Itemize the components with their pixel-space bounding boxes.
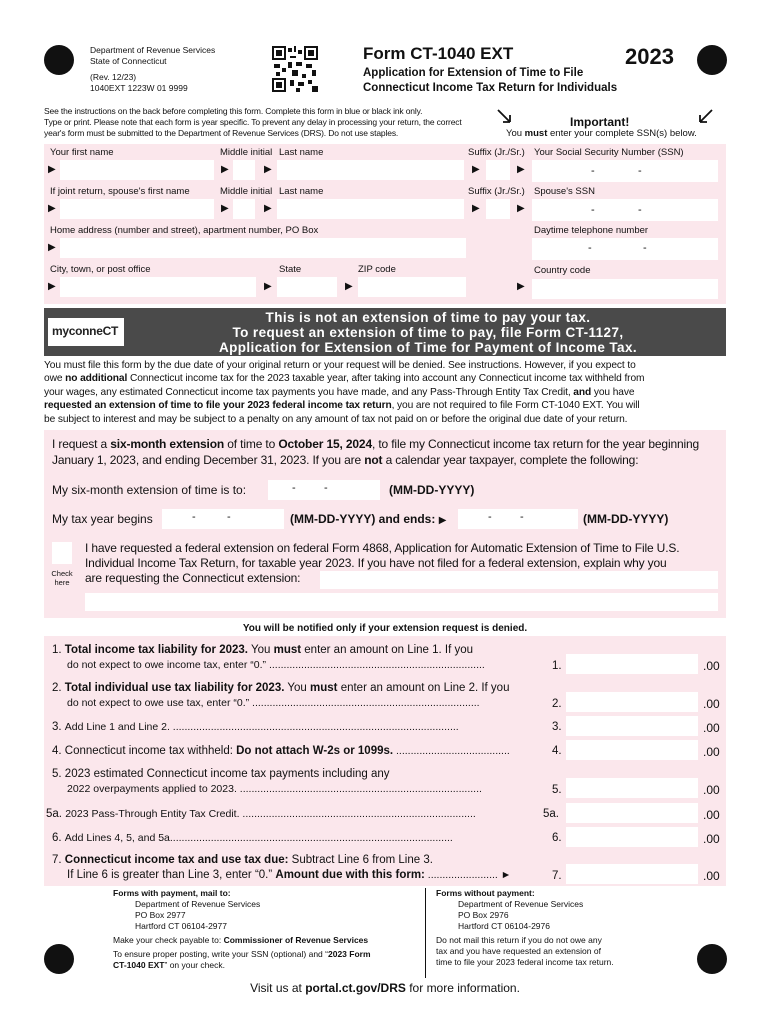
line-1-amount-input[interactable] — [566, 654, 698, 674]
suffix-input[interactable] — [486, 160, 510, 180]
payment-warning-banner: myconneCT This is not an extension of time to pay your tax. To request an extension of time to pay, file Form CT-1127, Application for Extension of Time for Payment of Income Tax. — [44, 308, 726, 356]
arrow-right-icon: ▶ — [517, 203, 525, 214]
ssn-input[interactable] — [532, 160, 718, 182]
address-input[interactable] — [60, 238, 466, 258]
line-6-ref: 6. — [552, 832, 562, 844]
ssn-separator: - — [591, 204, 595, 216]
ssn-separator: - — [638, 165, 642, 177]
registration-mark — [697, 45, 727, 75]
date-format-and-ends: (MM-DD-YYYY) and ends: ▶ — [290, 512, 447, 526]
spouse-suffix-input[interactable] — [486, 199, 510, 219]
arrow-right-icon: ▶ — [221, 203, 229, 214]
line-3-amount-input[interactable] — [566, 716, 698, 736]
arrow-right-icon: ▶ — [264, 281, 272, 292]
form-title: Form CT-1040 EXT — [363, 44, 514, 63]
spouse-middle-initial-input[interactable] — [233, 199, 255, 219]
tax-year-begins-label: My tax year begins — [52, 512, 153, 526]
arrow-right-icon: ▶ — [48, 203, 56, 214]
first-name-input[interactable] — [60, 160, 214, 180]
ssn-label: Your Social Security Number (SSN) — [534, 147, 684, 158]
arrow-right-icon: ▶ — [221, 164, 229, 175]
line-3-ref: 3. — [552, 721, 562, 733]
federal-extension-text: I have requested a federal extension on federal Form 4868, Application for Automatic Extension of Time to File U.S. Individual Income Tax Return, for taxable year 2023. If you have not filed for a federal extension, explain why you are requesting the Connecticut extension: — [85, 541, 680, 585]
date-separator: - — [520, 511, 524, 523]
line-4-ref: 4. — [552, 745, 562, 757]
line-5a-ref: 5a. — [543, 808, 559, 820]
line-7-ref: 7. — [552, 870, 562, 882]
date-separator: - — [292, 482, 296, 494]
date-separator: - — [227, 511, 231, 523]
explanation-input-2[interactable] — [85, 593, 718, 611]
instructions: See the instructions on the back before completing this form. Complete this form in blue or black ink only. Type or print. Please note that each form is year specific. To prevent any delay in processing your return, the correct year's form must be submitted to the Department of Revenue Services (DRS). Do not use staples. — [44, 106, 462, 138]
mail-divider — [425, 888, 426, 978]
line-4: 4. Connecticut income tax withheld: Do not attach W-2s or 1099s. ....................................... — [52, 745, 510, 757]
phone-input[interactable] — [532, 238, 718, 260]
six-month-label: My six-month extension of time is to: — [52, 483, 247, 497]
tax-year-begin-input[interactable] — [162, 509, 284, 529]
check-here-label: Check here — [51, 569, 73, 587]
mail-without-payment: Forms without payment: Department of Revenue Services PO Box 2976 Hartford CT 06104-2976 Do not mail this return if you do not owe any tax and you have requested an extension of time to file your 2023 federal income tax return. — [436, 888, 614, 967]
country-label: Country code — [534, 265, 591, 276]
line-6: 6. Add Lines 4, 5, and 5a................................................................................................. — [52, 832, 453, 844]
important-title: Important! — [570, 115, 630, 129]
line-6-cents: .00 — [703, 832, 720, 846]
registration-mark — [697, 944, 727, 974]
arrow-right-icon: ▶ — [264, 164, 272, 175]
line-1-cents: .00 — [703, 659, 720, 673]
line-7-amount-input[interactable] — [566, 864, 698, 884]
first-name-label: Your first name — [50, 147, 114, 158]
spouse-last-name-input[interactable] — [277, 199, 464, 219]
line-5-cents: .00 — [703, 783, 720, 797]
country-input[interactable] — [532, 279, 718, 299]
last-name-label: Last name — [279, 147, 324, 158]
arrow-right-icon: ▶ — [517, 164, 525, 175]
line-5-ref: 5. — [552, 784, 562, 796]
arrow-down-right-icon — [496, 108, 514, 126]
line-5: 5. 2023 estimated Connecticut income tax payments including any 2022 overpayments applied to 2023. ................................................................................... — [52, 768, 482, 795]
line-4-cents: .00 — [703, 745, 720, 759]
registration-mark — [44, 944, 74, 974]
tax-year-end-input[interactable] — [458, 509, 578, 529]
city-label: City, town, or post office — [50, 264, 151, 275]
mail-with-payment: Forms with payment, mail to: Department of Revenue Services PO Box 2977 Hartford CT 06104-2977 Make your check payable to: Commissioner of Revenue Services To ensure proper posting, write your SSN (optional) and “2023 Form CT-1040 EXT” on your check. — [113, 888, 371, 970]
line-6-amount-input[interactable] — [566, 827, 698, 847]
line-5a: 5a. 2023 Pass-Through Entity Tax Credit. ................................................................................ — [46, 808, 476, 820]
line-2-ref: 2. — [552, 698, 562, 710]
line-1-ref: 1. — [552, 660, 562, 672]
line-1: 1. Total income tax liability for 2023. You must enter an amount on Line 1. If you do not expect to owe income tax, enter “0.” .......................................................................... — [52, 644, 485, 671]
date-format-hint: (MM-DD-YYYY) — [389, 483, 475, 497]
spouse-first-name-label: If joint return, spouse's first name — [50, 186, 190, 197]
arrow-right-icon: ▶ — [472, 164, 480, 175]
spouse-first-name-input[interactable] — [60, 199, 214, 219]
line-7: 7. Connecticut income tax and use tax due: Subtract Line 6 from Line 3. If Line 6 is greater than Line 3, enter “0.” Amount due with this form: ........................ ► — [52, 854, 512, 881]
line-2: 2. Total individual use tax liability for 2023. You must enter an amount on Line 2. If you do not expect to owe use tax, enter “0.” .............................................................................. — [52, 682, 510, 709]
middle-initial-input[interactable] — [233, 160, 255, 180]
arrow-right-icon: ▶ — [517, 281, 525, 292]
spouse-ssn-input[interactable] — [532, 199, 718, 221]
important-text: You must enter your complete SSN(s) below. — [506, 128, 697, 139]
federal-extension-checkbox[interactable] — [52, 542, 72, 564]
tax-year: 2023 — [625, 44, 674, 69]
line-5-amount-input[interactable] — [566, 778, 698, 798]
date-separator: - — [488, 511, 492, 523]
phone-label: Daytime telephone number — [534, 225, 649, 236]
notification-note: You will be notified only if your extension request is denied. — [242, 623, 528, 634]
phone-separator: - — [643, 242, 647, 254]
myconnect-logo: myconneCT — [48, 318, 124, 346]
arrow-right-icon: ▶ — [472, 203, 480, 214]
state-input[interactable] — [277, 277, 337, 297]
spouse-last-name-label: Last name — [279, 186, 324, 197]
line-2-amount-input[interactable] — [566, 692, 698, 712]
spouse-ssn-label: Spouse's SSN — [534, 186, 595, 197]
arrow-right-icon: ▶ — [48, 164, 56, 175]
arrow-right-icon: ▶ — [345, 281, 353, 292]
date-format-hint: (MM-DD-YYYY) — [583, 512, 669, 526]
line-2-cents: .00 — [703, 697, 720, 711]
arrow-right-icon: ▶ — [48, 281, 56, 292]
phone-separator: - — [588, 242, 592, 254]
line-4-amount-input[interactable] — [566, 740, 698, 760]
line-3: 3. Add Line 1 and Line 2. .................................................................................................. — [52, 721, 459, 733]
registration-mark — [44, 45, 74, 75]
spouse-middle-initial-label: Middle initial — [220, 186, 273, 197]
middle-initial-label: Middle initial — [220, 147, 273, 158]
arrow-right-icon: ▶ — [48, 242, 56, 253]
arrow-right-icon: ▶ — [438, 515, 447, 526]
line-5a-cents: .00 — [703, 808, 720, 822]
ssn-separator: - — [638, 204, 642, 216]
qr-code-icon — [272, 46, 318, 92]
extension-request-text: I request a six-month extension of time to October 15, 2024, to file my Connecticut income tax return for the year beginning January 1, 2023, and ending December 31, 2023. If you are not a calendar year taxpayer, complete the following: — [52, 437, 700, 467]
suffix-label: Suffix (Jr./Sr.) — [468, 147, 525, 158]
last-name-input[interactable] — [277, 160, 464, 180]
explanation-input[interactable] — [320, 571, 718, 589]
line-3-cents: .00 — [703, 721, 720, 735]
filing-instructions: You must file this form by the due date of your original return or your request will be denied. See instructions. However, if you expect to owe no additional Connecticut income tax for the 2023 taxable year, after taking into account any Connecticut income tax withheld from your wages, any estimated Connecticut income tax payments you have made, and any Pass-Through Entity Tax Credit, and you have requested an extension of time to file your 2023 federal income tax return, you are not required to file Form CT-1040 EXT. You will be subject to interest and may be subject to a penalty on any amount of tax not paid on or before the original due date of your return. — [44, 360, 645, 425]
zip-label: ZIP code — [358, 264, 396, 275]
spouse-suffix-label: Suffix (Jr./Sr.) — [468, 186, 525, 197]
address-label: Home address (number and street), apartment number, PO Box — [50, 225, 319, 236]
line-5a-amount-input[interactable] — [566, 803, 698, 823]
city-input[interactable] — [60, 277, 256, 297]
state-label: State — [279, 264, 302, 275]
arrow-right-icon: ▶ — [264, 203, 272, 214]
date-separator: - — [192, 511, 196, 523]
agency-block: Department of Revenue Services State of Connecticut (Rev. 12/23) 1040EXT 1223W 01 9999 — [90, 45, 216, 93]
arrow-down-left-icon — [696, 108, 714, 126]
line-7-cents: .00 — [703, 869, 720, 883]
ssn-separator: - — [591, 165, 595, 177]
footer-visit: Visit us at portal.ct.gov/DRS for more information. — [250, 981, 520, 995]
form-subtitle: Application for Extension of Time to File Connecticut Income Tax Return for Individuals — [363, 67, 618, 94]
portal-link[interactable]: portal.ct.gov/DRS — [305, 981, 406, 995]
date-separator: - — [324, 482, 328, 494]
zip-input[interactable] — [358, 277, 466, 297]
